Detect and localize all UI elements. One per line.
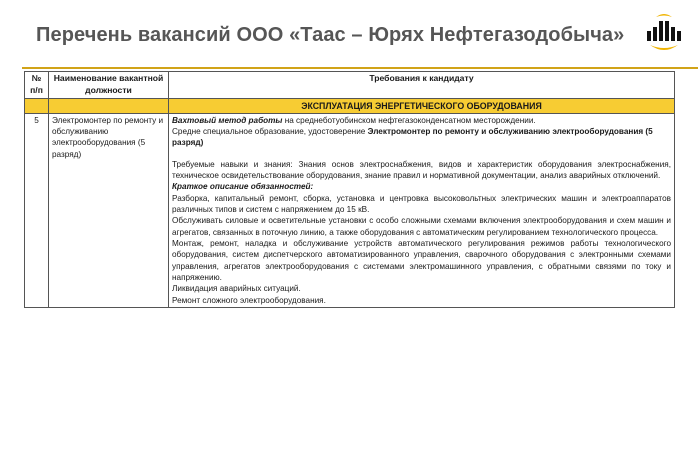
section-row: [25, 98, 675, 113]
work-method-label: Вахтовый метод работы: [172, 115, 283, 125]
requirements-cell: [169, 113, 675, 307]
col-header-position: Наименование вакантной должности: [49, 72, 169, 99]
col-header-requirements: Требования к кандидату: [169, 72, 675, 99]
duties-label: Краткое описание обязанностей:: [172, 182, 314, 192]
duty-item: Монтаж, ремонт, наладка и обслуживание устройств автоматического регулирования режимов работы технологического оборудования, систем диспетчерского автоматизированного управления, сварочного оборудования с электронными схемами управления, агрегатов электрооборудования с системами электромашинного управления, с обратными связями по току и напряжению.: [172, 238, 671, 282]
slide-title: Перечень вакансий ООО «Таас – Юрях Нефтегазодобыча»: [36, 24, 625, 46]
table-row: [25, 113, 675, 307]
table-header-row: [25, 72, 675, 99]
section-title: ЭКСПЛУАТАЦИЯ ЭНЕРГЕТИЧЕСКОГО ОБОРУДОВАНИЯ: [169, 98, 675, 113]
row-number: 5: [25, 113, 49, 307]
duty-item: Разборка, капитальный ремонт, сборка, установка и центровка высоковольтных электрических машин и электроаппаратов различных типов и систем с напряжением до 15 кВ.: [172, 193, 671, 215]
col-header-num: № п/п: [25, 72, 49, 99]
education-certificate: Электромонтер по ремонту и обслуживанию электрооборудования (5 разряд): [172, 127, 653, 148]
education-lead: Средне специальное образование, удостоверение: [172, 127, 368, 137]
skills-text: Требуемые навыки и знания: Знания основ электроснабжения, видов и характеристик оборудования электроснабжения, техническое освидетельствование оборудования, знание правил и нормативной документации, анализ аварийных отключений.: [172, 159, 671, 181]
rosneft-logo: [642, 11, 686, 55]
work-method-text: на среднеботуобинском нефтегазоконденсатном месторождении.: [282, 115, 536, 125]
education: [172, 126, 671, 149]
duty-item: Обслуживать силовые и осветительные установки с особо сложными схемами включения электрооборудования и схем машин и агрегатов, связанных в поточную линию, а также оборудования с автоматическим регулированием технологического процесса.: [172, 216, 671, 237]
duty-item: Ликвидация аварийных ситуаций.: [172, 284, 301, 294]
work-method: [172, 115, 671, 126]
duty-item: Ремонт сложного электрооборудования.: [172, 295, 326, 305]
vacancy-table: [24, 71, 675, 308]
title-underline: [22, 67, 698, 69]
position-name: Электромонтер по ремонту и обслуживанию электрооборудования (5 разряд): [49, 113, 169, 307]
